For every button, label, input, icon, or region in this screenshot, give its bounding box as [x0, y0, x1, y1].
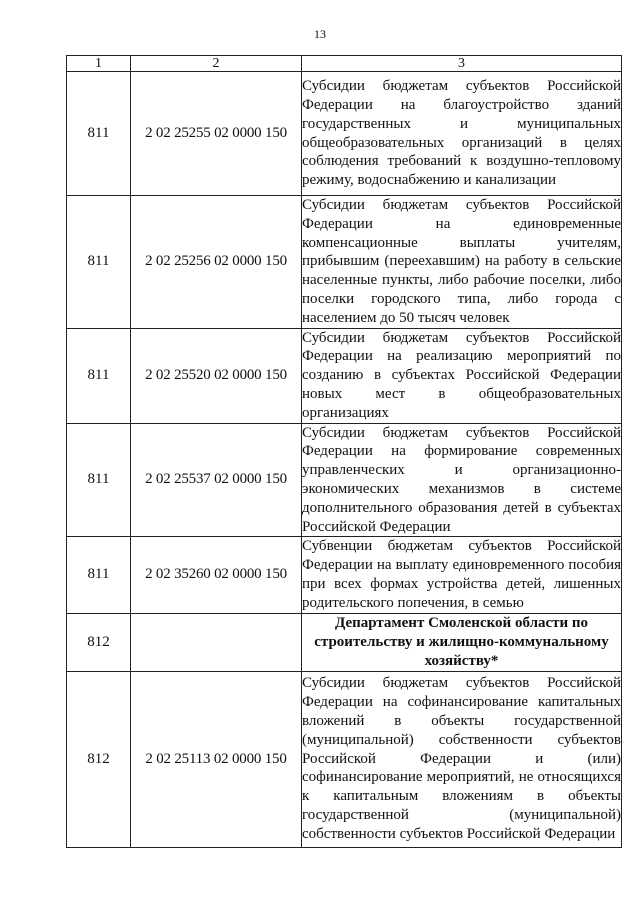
kbk-code-cell: 2 02 35260 02 0000 150 [131, 537, 302, 613]
description-cell: Субсидии бюджетам субъектов Российской Федерации на софинансирование капитальных вложений в объекты государственной (муниципальной) собственности субъектов Российской Федерации и (или) софинансирование мероприятий, не относящихся к капитальным вложениям в объекты государственной (муниципальной) собственности субъектов Российской Федерации [302, 671, 622, 847]
admin-code-cell: 811 [67, 423, 131, 537]
kbk-code-cell [131, 613, 302, 671]
table-row [67, 196, 622, 329]
table-row [67, 72, 622, 196]
table-header-row [67, 56, 622, 72]
column-header-1: 1 [67, 56, 131, 72]
admin-code-cell: 812 [67, 613, 131, 671]
table-row [67, 671, 622, 847]
admin-code-cell: 811 [67, 537, 131, 613]
kbk-code-cell: 2 02 25256 02 0000 150 [131, 196, 302, 329]
page-number: 13 [314, 27, 326, 41]
description-cell: Субсидии бюджетам субъектов Российской Федерации на формирование современных управленческих и организационно-экономических механизмов в системе дополнительного образования детей в субъектах Российской Федерации [302, 423, 622, 537]
kbk-code-cell: 2 02 25255 02 0000 150 [131, 72, 302, 196]
admin-code-cell: 812 [67, 671, 131, 847]
kbk-code-cell: 2 02 25520 02 0000 150 [131, 328, 302, 423]
column-header-3: 3 [302, 56, 622, 72]
description-cell: Субсидии бюджетам субъектов Российской Федерации на благоустройство зданий государственных и муниципальных общеобразовательных организаций в целях соблюдения требований к воздушно-тепловому режиму, водоснабжению и канализации [302, 72, 622, 196]
table-row [67, 328, 622, 423]
department-name-cell: Департамент Смоленской области по строительству и жилищно-коммунальному хозяйству* [302, 613, 622, 671]
description-cell: Субсидии бюджетам субъектов Российской Федерации на реализацию мероприятий по созданию в субъектах Российской Федерации новых мест в общеобразовательных организациях [302, 328, 622, 423]
admin-code-cell: 811 [67, 196, 131, 329]
description-cell: Субсидии бюджетам субъектов Российской Федерации на единовременные компенсационные выплаты учителям, прибывшим (переехавшим) на работу в сельские населенные пункты, либо рабочие поселки, либо поселки городского типа, либо города с населением до 50 тысяч человек [302, 196, 622, 329]
table-row [67, 537, 622, 613]
kbk-code-cell: 2 02 25113 02 0000 150 [131, 671, 302, 847]
table-row [67, 423, 622, 537]
admin-code-cell: 811 [67, 328, 131, 423]
kbk-code-cell: 2 02 25537 02 0000 150 [131, 423, 302, 537]
admin-code-cell: 811 [67, 72, 131, 196]
department-row [67, 613, 622, 671]
revenue-codes-table [66, 55, 622, 848]
column-header-2: 2 [131, 56, 302, 72]
description-cell: Субвенции бюджетам субъектов Российской Федерации на выплату единовременного пособия при всех формах устройства детей, лишенных родительского попечения, в семью [302, 537, 622, 613]
